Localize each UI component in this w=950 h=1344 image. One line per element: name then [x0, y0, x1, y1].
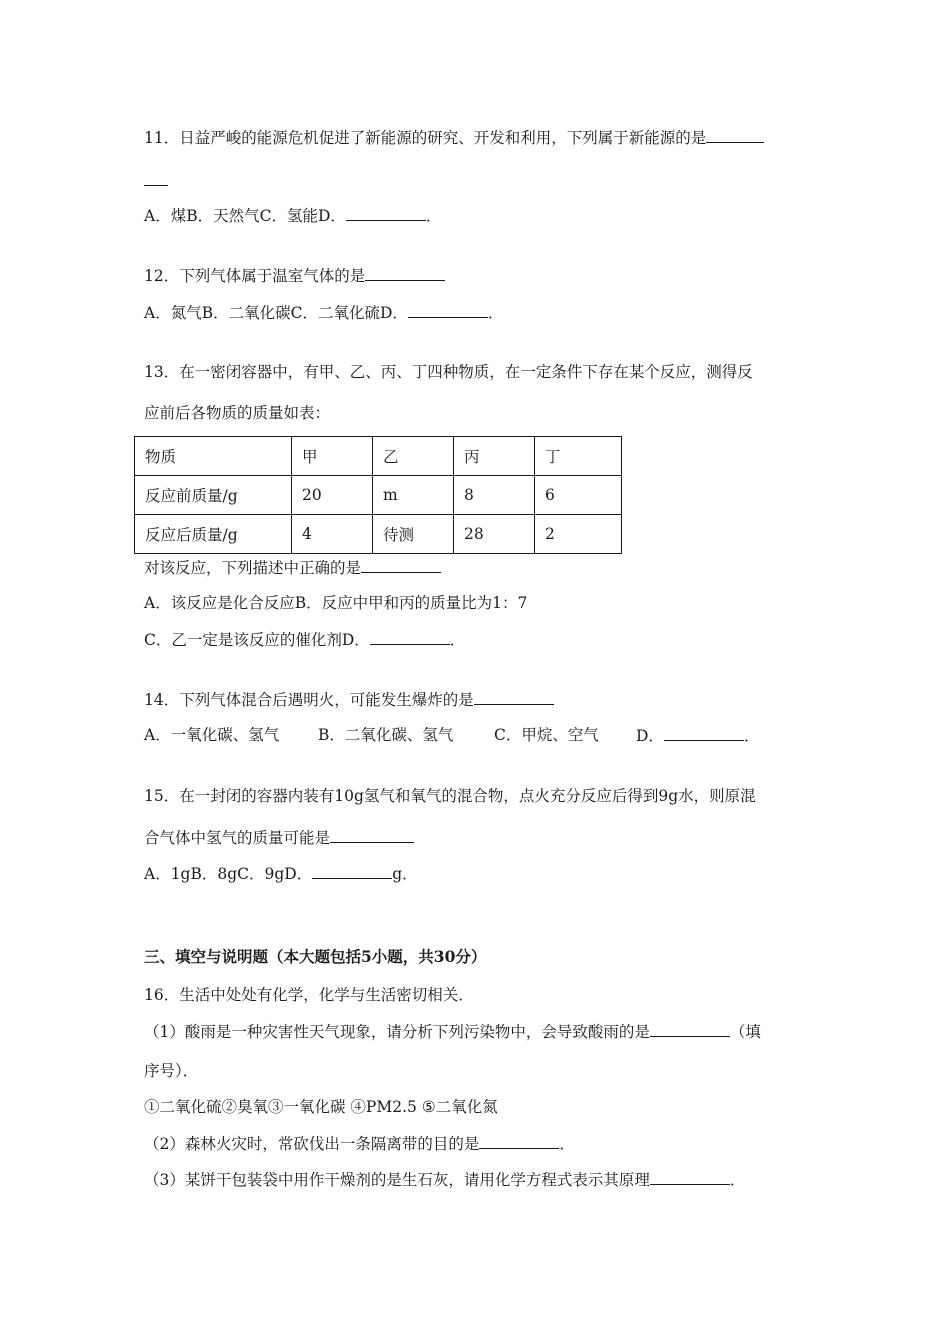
table-cell: 2 [535, 515, 622, 554]
mass-table [134, 436, 622, 554]
q14-options [144, 725, 760, 745]
q16-part1: （1）酸雨是一种灾害性天气现象，请分析下列污染物中，会导致酸雨的是 （填 [144, 1023, 761, 1041]
answer-blank[interactable] [365, 265, 445, 281]
answer-blank[interactable] [330, 827, 414, 843]
q13-stem-continuation: 应前后各物质的质量如表： [144, 404, 331, 422]
table-cell: 乙 [373, 437, 454, 476]
q12-stem: 12．下列气体属于温室气体的是 [144, 265, 445, 286]
table-cell: 反应后质量/g [135, 515, 292, 554]
q13-stem: 13．在一密闭容器中，有甲、乙、丙、丁四种物质，在一定条件下存在某个反应，测得反 [144, 363, 753, 381]
q13-options-cd: C．乙一定是该反应的催化剂D． ． [144, 631, 466, 649]
q13-options-ab: A．该反应是化合反应B．反应中甲和丙的质量比为1：7 [144, 594, 528, 612]
answer-blank[interactable] [650, 1021, 730, 1037]
q15-options: A．1gB．8gC．9gD． g． [144, 865, 418, 883]
option-d-blank[interactable] [664, 725, 744, 741]
table-cell: 反应前质量/g [135, 476, 292, 515]
table-cell: 28 [454, 515, 535, 554]
option-c: C．甲烷、空气 [494, 726, 599, 744]
table-cell: 丙 [454, 437, 535, 476]
q11-options: A．煤B．天然气C．氢能D． ． [144, 207, 442, 225]
table-cell: 待测 [373, 515, 454, 554]
table-cell: 20 [292, 476, 373, 515]
q16-part1-continuation: 序号）． [144, 1062, 199, 1080]
answer-blank[interactable] [361, 557, 441, 573]
q13-question: 对该反应，下列描述中正确的是 [144, 557, 441, 578]
q16-stem: 16．生活中处处有化学，化学与生活密切相关． [144, 986, 474, 1004]
section-heading: 三、填空与说明题（本大题包括5小题，共30分） [144, 947, 487, 966]
q12-options: A．氮气B．二氧化碳C．二氧化硫D． ． [144, 304, 504, 322]
option-d: D． ． [636, 727, 760, 745]
option-b: B．二氧化碳、氢气 [318, 726, 454, 744]
table-cell: 8 [454, 476, 535, 515]
option-d-blank[interactable] [408, 302, 488, 318]
answer-blank[interactable] [650, 1169, 730, 1185]
answer-blank[interactable] [706, 127, 764, 143]
table-cell: 6 [535, 476, 622, 515]
q16-pollutant-list: ①二氧化硫②臭氧③一氧化碳 ④PM2.5 ⑤二氧化氮 [144, 1098, 498, 1116]
option-d-blank[interactable] [312, 863, 392, 879]
option-d-blank[interactable] [370, 629, 450, 645]
table-row [135, 476, 622, 515]
q16-part2: （2）森林火灾时，常砍伐出一条隔离带的目的是 ． [144, 1135, 575, 1153]
q14-stem: 14．下列气体混合后遇明火，可能发生爆炸的是 [144, 689, 554, 710]
q11-stem: 11．日益严峻的能源危机促进了新能源的研究、开发和利用，下列属于新能源的是 [144, 127, 764, 148]
q16-part3: （3）某饼干包装袋中用作干燥剂的是生石灰，请用化学方程式表示其原理 ． [144, 1171, 746, 1189]
answer-blank[interactable] [479, 1133, 559, 1149]
table-cell: 甲 [292, 437, 373, 476]
q15-stem: 15．在一封闭的容器内装有10g氢气和氧气的混合物，点火充分反应后得到9g水，则原混 [144, 787, 756, 805]
q15-stem-continuation: 合气体中氢气的质量可能是 [144, 827, 414, 848]
answer-blank[interactable] [474, 689, 554, 705]
option-a: A．一氧化碳、氢气 [144, 726, 280, 744]
table-cell: 物质 [135, 437, 292, 476]
option-d-blank[interactable] [346, 205, 426, 221]
table-cell: 丁 [535, 437, 622, 476]
q11-stem-continuation [144, 170, 168, 191]
table-cell: 4 [292, 515, 373, 554]
table-cell: m [373, 476, 454, 515]
table-header-row [135, 437, 622, 476]
answer-blank[interactable] [144, 170, 168, 186]
table-row [135, 515, 622, 554]
